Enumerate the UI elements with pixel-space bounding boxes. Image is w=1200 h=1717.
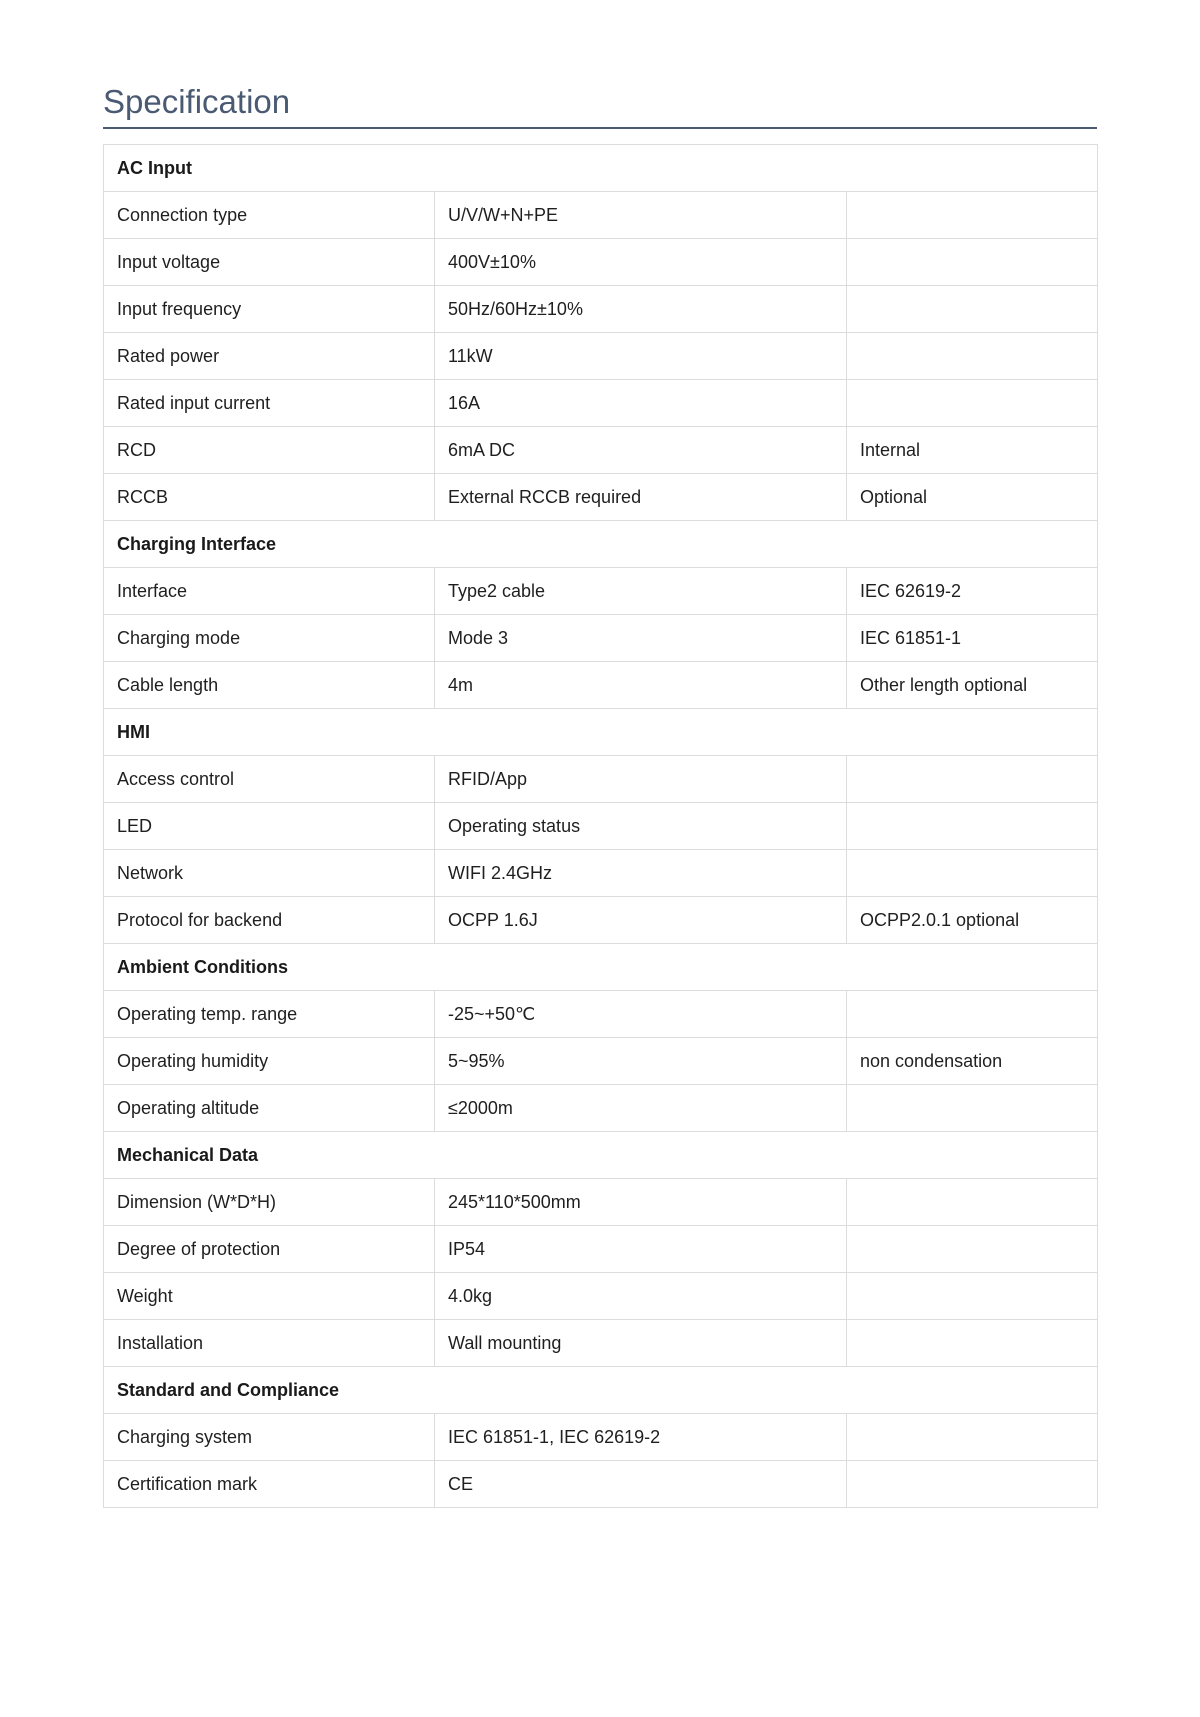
- value-cell: 400V±10%: [435, 239, 847, 286]
- note-cell: [847, 286, 1098, 333]
- parameter-cell: Network: [104, 850, 435, 897]
- section-heading: AC Input: [104, 145, 1098, 192]
- spec-table: [103, 144, 1098, 1508]
- value-cell: RFID/App: [435, 756, 847, 803]
- section-header-row: [104, 709, 1098, 756]
- table-row: [104, 615, 1098, 662]
- parameter-cell: Input frequency: [104, 286, 435, 333]
- note-cell: [847, 756, 1098, 803]
- parameter-cell: Charging system: [104, 1414, 435, 1461]
- value-cell: 4.0kg: [435, 1273, 847, 1320]
- section-header-row: [104, 1132, 1098, 1179]
- table-row: [104, 239, 1098, 286]
- table-row: [104, 803, 1098, 850]
- note-cell: [847, 1461, 1098, 1508]
- parameter-cell: Charging mode: [104, 615, 435, 662]
- note-cell: IEC 62619-2: [847, 568, 1098, 615]
- parameter-cell: Rated input current: [104, 380, 435, 427]
- value-cell: 6mA DC: [435, 427, 847, 474]
- table-row: [104, 1085, 1098, 1132]
- parameter-cell: Degree of protection: [104, 1226, 435, 1273]
- value-cell: OCPP 1.6J: [435, 897, 847, 944]
- table-row: [104, 1273, 1098, 1320]
- parameter-cell: Weight: [104, 1273, 435, 1320]
- title-divider: [103, 127, 1097, 129]
- section-header-row: [104, 521, 1098, 568]
- note-cell: [847, 1320, 1098, 1367]
- parameter-cell: Dimension (W*D*H): [104, 1179, 435, 1226]
- value-cell: -25~+50℃: [435, 991, 847, 1038]
- note-cell: Internal: [847, 427, 1098, 474]
- parameter-cell: Installation: [104, 1320, 435, 1367]
- table-row: [104, 1461, 1098, 1508]
- section-header-row: [104, 944, 1098, 991]
- parameter-cell: Access control: [104, 756, 435, 803]
- value-cell: 16A: [435, 380, 847, 427]
- section-heading: Charging Interface: [104, 521, 1098, 568]
- table-row: [104, 568, 1098, 615]
- value-cell: WIFI 2.4GHz: [435, 850, 847, 897]
- table-row: [104, 662, 1098, 709]
- parameter-cell: Connection type: [104, 192, 435, 239]
- note-cell: [847, 850, 1098, 897]
- note-cell: [847, 991, 1098, 1038]
- parameter-cell: Operating humidity: [104, 1038, 435, 1085]
- section-heading: Standard and Compliance: [104, 1367, 1098, 1414]
- note-cell: [847, 192, 1098, 239]
- value-cell: ≤2000m: [435, 1085, 847, 1132]
- value-cell: Operating status: [435, 803, 847, 850]
- note-cell: [847, 803, 1098, 850]
- parameter-cell: Rated power: [104, 333, 435, 380]
- value-cell: Wall mounting: [435, 1320, 847, 1367]
- page-title: Specification: [103, 83, 291, 120]
- section-header-row: [104, 145, 1098, 192]
- value-cell: U/V/W+N+PE: [435, 192, 847, 239]
- note-cell: Optional: [847, 474, 1098, 521]
- note-cell: [847, 1085, 1098, 1132]
- value-cell: Type2 cable: [435, 568, 847, 615]
- note-cell: Other length optional: [847, 662, 1098, 709]
- parameter-cell: Interface: [104, 568, 435, 615]
- table-row: [104, 1038, 1098, 1085]
- spec-table-body: [104, 145, 1098, 1508]
- section-heading: Mechanical Data: [104, 1132, 1098, 1179]
- table-row: [104, 474, 1098, 521]
- table-row: [104, 333, 1098, 380]
- parameter-cell: Cable length: [104, 662, 435, 709]
- section-heading: Ambient Conditions: [104, 944, 1098, 991]
- parameter-cell: RCD: [104, 427, 435, 474]
- table-row: [104, 380, 1098, 427]
- table-row: [104, 286, 1098, 333]
- value-cell: Mode 3: [435, 615, 847, 662]
- note-cell: [847, 1273, 1098, 1320]
- parameter-cell: Operating temp. range: [104, 991, 435, 1038]
- note-cell: IEC 61851-1: [847, 615, 1098, 662]
- value-cell: 4m: [435, 662, 847, 709]
- table-row: [104, 850, 1098, 897]
- table-row: [104, 1320, 1098, 1367]
- table-row: [104, 192, 1098, 239]
- value-cell: IEC 61851-1, IEC 62619-2: [435, 1414, 847, 1461]
- table-row: [104, 427, 1098, 474]
- value-cell: 11kW: [435, 333, 847, 380]
- value-cell: 245*110*500mm: [435, 1179, 847, 1226]
- table-row: [104, 1414, 1098, 1461]
- note-cell: [847, 333, 1098, 380]
- note-cell: [847, 1226, 1098, 1273]
- value-cell: 50Hz/60Hz±10%: [435, 286, 847, 333]
- parameter-cell: LED: [104, 803, 435, 850]
- table-row: [104, 991, 1098, 1038]
- note-cell: OCPP2.0.1 optional: [847, 897, 1098, 944]
- table-row: [104, 1179, 1098, 1226]
- note-cell: [847, 380, 1098, 427]
- note-cell: [847, 1179, 1098, 1226]
- table-row: [104, 756, 1098, 803]
- parameter-cell: RCCB: [104, 474, 435, 521]
- section-header-row: [104, 1367, 1098, 1414]
- note-cell: non condensation: [847, 1038, 1098, 1085]
- section-heading: HMI: [104, 709, 1098, 756]
- table-row: [104, 897, 1098, 944]
- value-cell: External RCCB required: [435, 474, 847, 521]
- value-cell: IP54: [435, 1226, 847, 1273]
- parameter-cell: Operating altitude: [104, 1085, 435, 1132]
- note-cell: [847, 239, 1098, 286]
- value-cell: CE: [435, 1461, 847, 1508]
- parameter-cell: Protocol for backend: [104, 897, 435, 944]
- note-cell: [847, 1414, 1098, 1461]
- table-row: [104, 1226, 1098, 1273]
- parameter-cell: Input voltage: [104, 239, 435, 286]
- parameter-cell: Certification mark: [104, 1461, 435, 1508]
- value-cell: 5~95%: [435, 1038, 847, 1085]
